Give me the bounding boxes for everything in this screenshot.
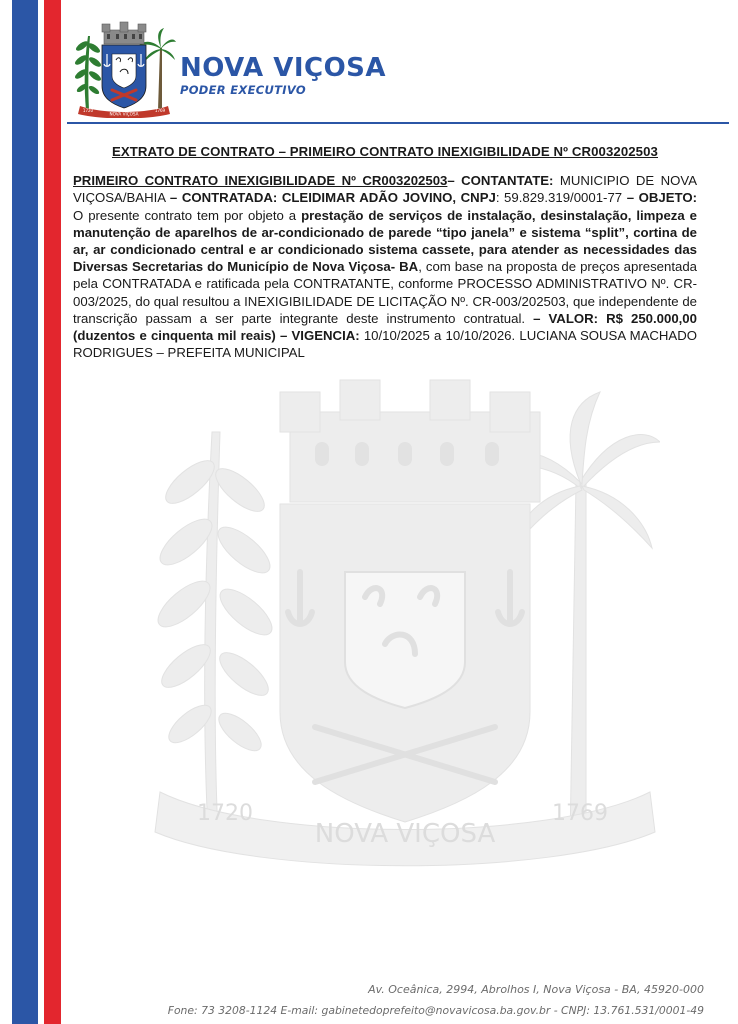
footer-address: Av. Oceânica, 2994, Abrolhos I, Nova Viçosa - BA, 45920-000 <box>368 983 704 996</box>
svg-text:1720: 1720 <box>197 801 253 826</box>
contract-extract <box>73 143 697 361</box>
process-text: , com base na proposta de preços apresentada pela CONTRATADA e ratificada pela CONTRATANTE, conforme PROCESSO ADMINISTRATIVO Nº. CR-003/2025, do qual resultou a INEXIGIBILIDADE DE LICITAÇÃO Nº. CR-003/202503, que independente de transcrição passam a ser parte integrante deste instrumento contratual. <box>73 259 697 326</box>
object-intro: O presente contrato tem por objeto a <box>73 207 302 223</box>
coat-of-arms-logo <box>72 18 176 118</box>
object-label: – OBJETO: <box>626 190 697 206</box>
contracted-label: – CONTRATADA: CLEIDIMAR ADÃO JOVINO, CNPJ <box>169 190 496 206</box>
left-red-stripe <box>44 0 61 1024</box>
footer-contact: Fone: 73 3208-1124 E-mail: gabinetedoprefeito@novavicosa.ba.gov.br - CNPJ: 13.761.531/0001-49 <box>167 1004 704 1017</box>
contractor-label: – CONTANTATE: <box>447 173 560 189</box>
value-and-term: – VALOR: R$ 250.000,00 (duzentos e cinquenta mil reais) – VIGENCIA: <box>73 310 697 344</box>
brand-name: NOVA VIÇOSA <box>180 53 387 83</box>
document-title: EXTRATO DE CONTRATO – PRIMEIRO CONTRATO INEXIGIBILIDADE Nº CR003202503 <box>111 144 658 159</box>
document-body <box>73 172 697 361</box>
term-and-signatory: 10/10/2025 a 10/10/2026. LUCIANA SOUSA MACHADO RODRIGUES – PREFEITA MUNICIPAL <box>73 328 697 361</box>
contractor-name: MUNICIPIO DE NOVA VIÇOSA/BAHIA <box>73 173 697 206</box>
header-divider <box>67 122 729 124</box>
brand-subtitle: PODER EXECUTIVO <box>180 83 306 97</box>
svg-text:NOVA VIÇOSA: NOVA VIÇOSA <box>314 819 496 849</box>
svg-text:1720: 1720 <box>82 108 94 113</box>
coat-of-arms-watermark <box>140 372 660 872</box>
svg-text:NOVA VIÇOSA: NOVA VIÇOSA <box>109 111 139 117</box>
brand-block <box>180 54 386 97</box>
object-description: prestação de serviços de instalação, desinstalação, limpeza e manutenção de aparelhos de ar-condicionado de parede “tipo janela” e sistema “split”, cortina de ar, ar condicionado central e ar condicionado sistema cassete, para atender as necessidades das Diversas Secretarias do Município de Nova Viçosa- BA <box>73 207 697 275</box>
svg-text:1769: 1769 <box>154 108 166 113</box>
contract-number: PRIMEIRO CONTRATO INEXIGIBILIDADE Nº CR003202503 <box>73 173 448 189</box>
svg-text:1769: 1769 <box>552 801 608 826</box>
left-blue-stripe <box>12 0 38 1024</box>
cnpj-value: : 59.829.319/0001-77 <box>495 190 627 206</box>
